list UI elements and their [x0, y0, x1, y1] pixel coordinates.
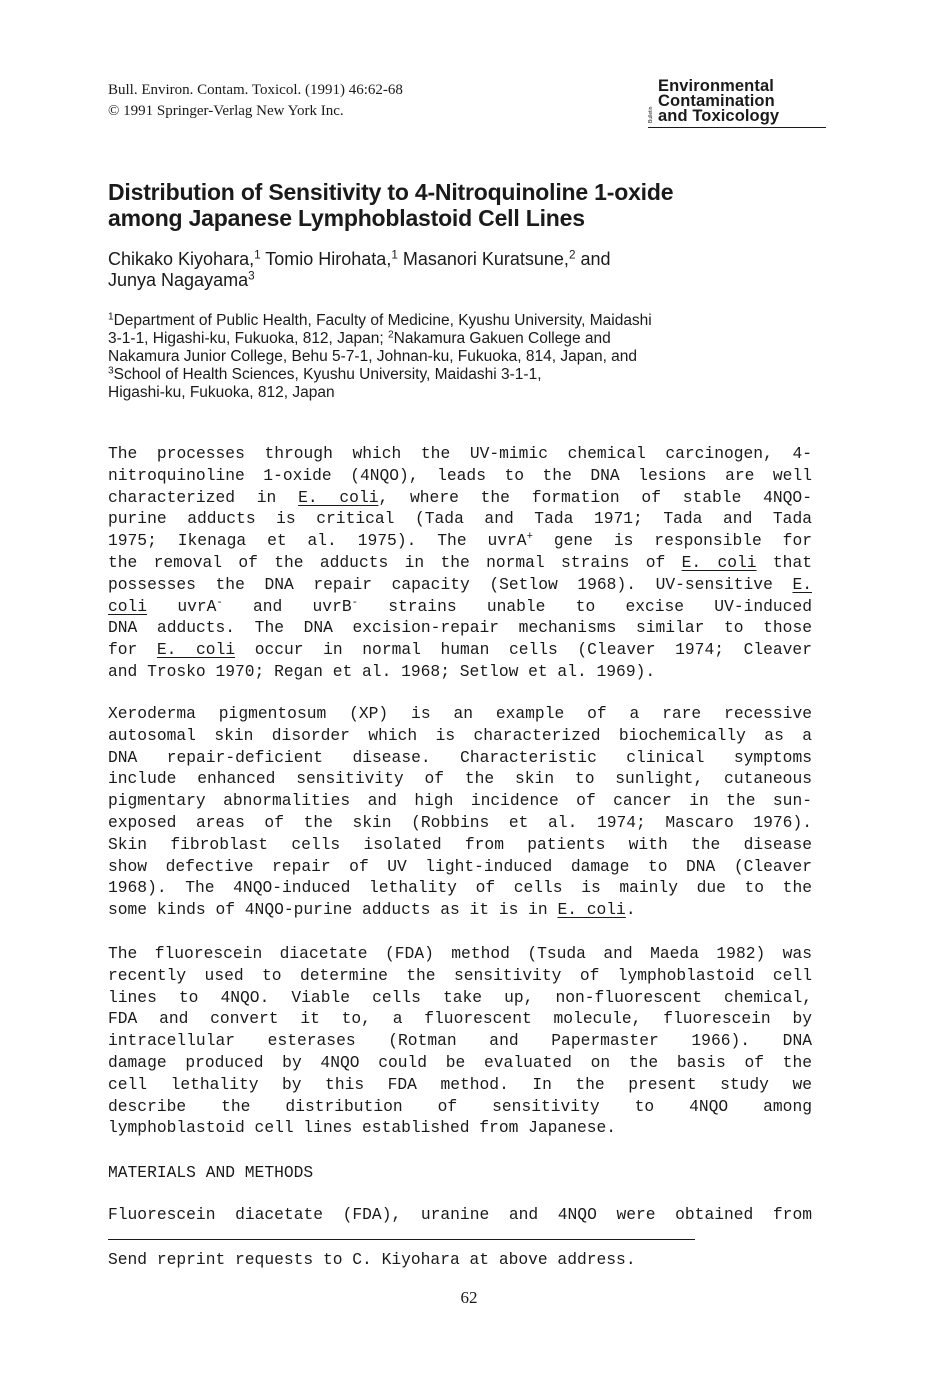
text-line — [108, 1096, 812, 1118]
text-line — [108, 487, 812, 509]
text-run: intracellular esterases (Rotman and Papermaster 1966). DNA — [108, 1031, 812, 1051]
title-line: among Japanese Lymphoblastoid Cell Lines — [108, 205, 585, 231]
text-run: characterized in — [108, 487, 299, 507]
genotype-superscript: - — [216, 596, 223, 609]
affiliation-mark: 1 — [108, 311, 114, 323]
text-run: the removal of the adducts in the normal strains of — [108, 552, 682, 572]
logo-line-1: Environmental — [658, 77, 774, 95]
text-run: cell lethality by this FDA method. In the present study we — [108, 1074, 812, 1094]
author: Chikako Kiyohara, — [108, 249, 255, 269]
text-run: that — [756, 552, 812, 572]
text-line — [108, 465, 812, 487]
text-run: show defective repair of UV light-induced damage to DNA (Cleaver — [108, 856, 812, 876]
text-line — [108, 943, 812, 965]
text-run: for — [108, 640, 157, 660]
text-run: DNA repair-deficient disease. Characteristic clinical symptoms — [108, 747, 812, 767]
paper-title — [108, 179, 828, 231]
body-paragraph-4 — [108, 1204, 812, 1226]
logo-bulletin-text: Bulletin — [648, 106, 654, 123]
text-run: possesses the DNA repair capacity (Setlow 1968). UV-sensitive — [108, 574, 793, 594]
page-number: 62 — [460, 1288, 478, 1307]
text-line — [108, 596, 812, 618]
text-line — [108, 812, 812, 834]
author: Tomio Hirohata, — [260, 249, 392, 269]
author-conjunction: and — [575, 249, 611, 269]
text-run: describe the distribution of sensitivity to 4NQO among — [108, 1096, 812, 1116]
text-run: . — [625, 900, 636, 920]
text-run: lines to 4NQO. Viable cells take up, non-fluorescent chemical, — [108, 987, 812, 1007]
text-run: exposed areas of the skin (Robbins et al. 1974; Mascaro 1976). — [108, 812, 812, 832]
journal-logo — [648, 79, 826, 128]
body-paragraph-3 — [108, 943, 812, 1139]
affiliation-mark: 3 — [108, 365, 114, 377]
text-run: gene is responsible for — [532, 531, 812, 551]
text-run: include enhanced sensitivity of the skin to sunlight, cutaneous — [108, 769, 812, 789]
genotype-superscript: - — [351, 596, 358, 609]
title-line: Distribution of Sensitivity to 4-Nitroquinoline 1-oxide — [108, 179, 674, 205]
species-name: E. coli — [681, 552, 757, 572]
author-affiliation-mark: 1 — [391, 248, 398, 262]
text-line — [108, 703, 812, 725]
affiliation-mark: 2 — [388, 329, 394, 341]
text-run: damage produced by 4NQO could be evaluated on the basis of the — [108, 1052, 812, 1072]
text-run: recently used to determine the sensitivity of lymphoblastoid cell — [108, 965, 812, 985]
body-paragraph-2 — [108, 703, 812, 921]
text-line — [108, 856, 812, 878]
author: Junya Nagayama — [108, 270, 249, 290]
citation-line: Bull. Environ. Contam. Toxicol. (1991) 46:62-68 — [108, 82, 403, 98]
text-run: The fluorescein diacetate (FDA) method (Tsuda and Maeda 1982) was — [108, 944, 812, 963]
text-line — [108, 639, 812, 661]
text-run: purine adducts is critical (Tada and Tada 1971; Tada and Tada — [108, 509, 812, 529]
affiliation-line: School of Health Sciences, Kyushu University, Maidashi 3-1-1, — [113, 366, 542, 383]
author-affiliation-mark: 1 — [254, 248, 261, 262]
affiliation-line: 3-1-1, Higashi-ku, Fukuoka, 812, Japan; — [108, 330, 389, 347]
footnote-rule — [108, 1239, 695, 1240]
affiliation-line: Nakamura Junior College, Behu 5-7-1, Johnan-ku, Fukuoka, 814, Japan, and — [108, 348, 638, 365]
logo-line-3: and Toxicology — [658, 107, 780, 125]
body-paragraph-1 — [108, 443, 812, 683]
species-name: E. coli — [298, 487, 379, 507]
text-line — [108, 1074, 812, 1096]
text-line — [108, 768, 812, 790]
text-line — [108, 987, 812, 1009]
footnote: Send reprint requests to C. Kiyohara at above address. — [108, 1250, 636, 1269]
text-run: Fluorescein diacetate (FDA), uranine and 4NQO were obtained from — [108, 1205, 812, 1224]
text-line — [108, 1117, 812, 1139]
text-run: and Trosko 1970; Regan et al. 1968; Setlow et al. 1969). — [108, 661, 656, 681]
text-run: autosomal skin disorder which is characterized biochemically as a — [108, 725, 812, 745]
text-line — [108, 790, 812, 812]
text-line — [108, 617, 812, 639]
text-line — [108, 530, 812, 552]
text-line — [108, 661, 812, 683]
text-run: , where the formation of stable 4NQO- — [378, 487, 812, 507]
affiliation-line: Nakamura Gakuen College and — [393, 330, 611, 347]
text-line — [108, 725, 812, 747]
logo-rule — [648, 127, 826, 128]
text-run: and uvrB — [222, 596, 352, 616]
affiliation-line: Higashi-ku, Fukuoka, 812, Japan — [108, 384, 335, 401]
text-line — [108, 574, 812, 596]
text-line — [108, 965, 812, 987]
author-affiliation-mark: 3 — [248, 269, 255, 283]
species-name: E. coli — [557, 900, 626, 920]
text-run: 1975; Ikenaga et al. 1975). The uvrA — [108, 531, 527, 551]
text-run: Xeroderma pigmentosum (XP) is an example of a rare recessive — [108, 704, 812, 723]
text-run: Skin fibroblast cells isolated from patients with the disease — [108, 834, 812, 854]
affiliation-line: Department of Public Health, Faculty of Medicine, Kyushu University, Maidashi — [113, 312, 652, 329]
author-affiliation-mark: 2 — [568, 248, 576, 262]
text-line — [108, 508, 812, 530]
copyright-line: © 1991 Springer-Verlag New York Inc. — [108, 103, 344, 119]
journal-citation — [108, 80, 403, 122]
text-run: some kinds of 4NQO-purine adducts as it is in — [108, 900, 558, 920]
genotype-superscript: + — [526, 531, 533, 544]
text-line — [108, 877, 812, 899]
text-line — [108, 834, 812, 856]
author-list — [108, 249, 828, 291]
logo-line-2: Contamination — [658, 92, 775, 110]
text-run: The processes through which the UV-mimic chemical carcinogen, 4- — [108, 444, 812, 463]
section-heading: MATERIALS AND METHODS — [108, 1163, 314, 1182]
text-line — [108, 747, 812, 769]
text-run: strains unable to excise UV-induced — [357, 596, 813, 616]
author: Masanori Kuratsune, — [397, 249, 569, 269]
text-run: pigmentary abnormalities and high incidence of cancer in the sun- — [108, 791, 812, 811]
text-run: 1968). The 4NQO-induced lethality of cells is mainly due to the — [108, 878, 812, 898]
text-run: lymphoblastoid cell lines established from Japanese. — [108, 1118, 617, 1138]
text-run: occur in normal human cells (Cleaver 1974; Cleaver — [235, 640, 812, 660]
text-line — [108, 1052, 812, 1074]
text-line — [108, 1030, 812, 1052]
text-line — [108, 1008, 812, 1030]
species-name: E. coli — [156, 640, 236, 660]
text-line — [108, 552, 812, 574]
species-name: E. — [792, 574, 812, 594]
species-name: coli — [108, 596, 148, 616]
affiliations — [108, 312, 828, 402]
text-run: uvrA — [147, 596, 217, 616]
text-line — [108, 443, 812, 465]
text-run: FDA and convert it to, a fluorescent molecule, fluorescein by — [108, 1009, 812, 1029]
text-run: DNA adducts. The DNA excision-repair mechanisms similar to those — [108, 618, 812, 638]
text-run: nitroquinoline 1-oxide (4NQO), leads to the DNA lesions are well — [108, 465, 812, 485]
text-line — [108, 1204, 812, 1226]
text-line — [108, 899, 812, 921]
